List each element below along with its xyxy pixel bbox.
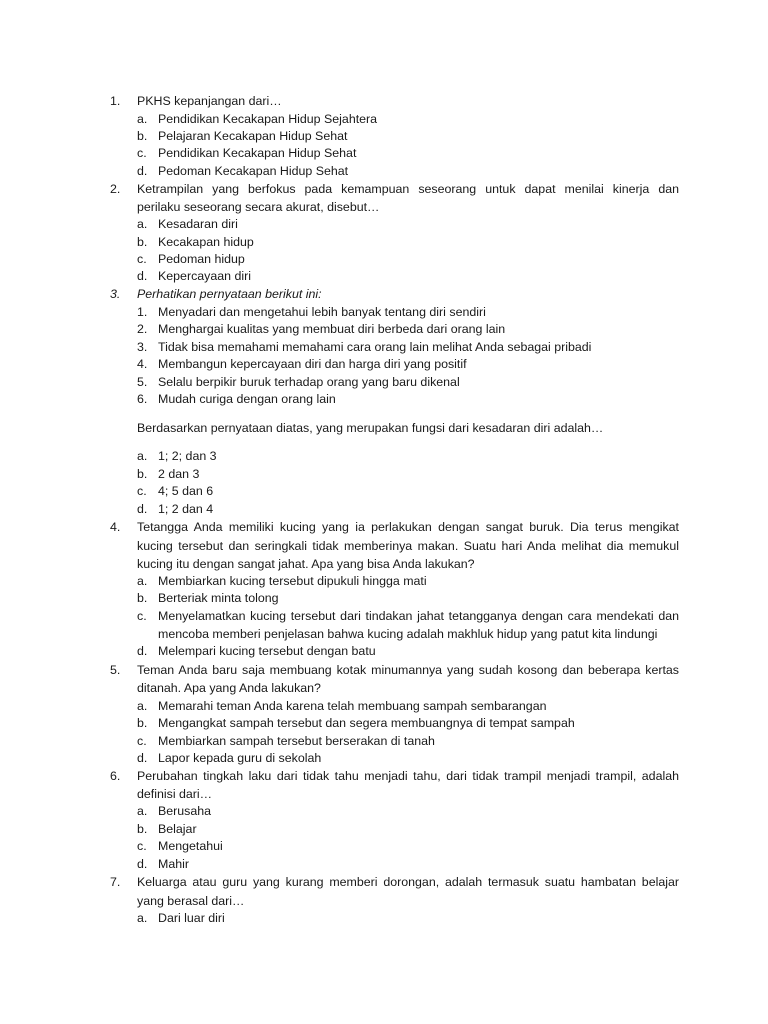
option-text: Mahir: [158, 857, 189, 871]
statement-item: [0, 338, 768, 356]
option-item: [0, 250, 768, 268]
question-text-line: Perubahan tingkah laku dari tidak tahu menjadi tahu, dari tidak trampil menjadi trampil, adalah: [137, 769, 679, 783]
statement-number: 5.: [137, 375, 148, 389]
option-letter: a.: [137, 217, 148, 231]
option-letter: b.: [137, 467, 148, 481]
option-text: Kecakapan hidup: [158, 235, 254, 249]
question-text-row: [0, 537, 768, 555]
statement-item: [0, 320, 768, 338]
option-text: Memarahi teman Anda karena telah membuang sampah sembarangan: [158, 699, 547, 713]
option-letter: a.: [137, 804, 148, 818]
option-item: [0, 837, 768, 855]
option-text: Lapor kepada guru di sekolah: [158, 751, 322, 765]
option-text: Mengangkat sampah tersebut dan segera membuangnya di tempat sampah: [158, 716, 575, 730]
option-letter: d.: [137, 269, 148, 283]
option-item: [0, 732, 768, 750]
question-text-line: Teman Anda baru saja membuang kotak minumannya yang sudah kosong dan beberapa kertas: [137, 663, 679, 677]
question-text-row: [0, 892, 768, 910]
statement-text: Selalu berpikir buruk terhadap orang yang baru dikenal: [158, 375, 460, 389]
question-text-row: [0, 679, 768, 697]
option-letter: b.: [137, 591, 148, 605]
option-text: 1; 2; dan 3: [158, 449, 217, 463]
question-text-line: kucing itu dengan sangat jahat. Apa yang bisa Anda lakukan?: [137, 557, 475, 571]
option-item: [0, 127, 768, 145]
option-letter: d.: [137, 164, 148, 178]
option-text: 2 dan 3: [158, 467, 200, 481]
question-number: 6.: [110, 769, 121, 783]
statement-text: Mudah curiga dengan orang lain: [158, 392, 336, 406]
statement-item: [0, 373, 768, 391]
option-text: Pelajaran Kecakapan Hidup Sehat: [158, 129, 348, 143]
option-item: [0, 482, 768, 500]
option-letter: c.: [137, 484, 147, 498]
question-4: [0, 518, 768, 536]
question-number: 3.: [110, 287, 121, 301]
option-item: [0, 144, 768, 162]
option-text: 4; 5 dan 6: [158, 484, 214, 498]
option-letter: a.: [137, 574, 148, 588]
option-item: [0, 697, 768, 715]
question-text-line: perilaku seseorang secara akurat, disebut…: [137, 200, 380, 214]
question-text-row: [0, 198, 768, 216]
option-text: Belajar: [158, 822, 197, 836]
option-letter: d.: [137, 502, 148, 516]
option-item: [0, 802, 768, 820]
option-item: [0, 465, 768, 483]
option-letter: a.: [137, 112, 148, 126]
statement-item: [0, 355, 768, 373]
statement-number: 4.: [137, 357, 148, 371]
question-6: [0, 767, 768, 785]
option-text: Membiarkan sampah tersebut berserakan di tanah: [158, 734, 435, 748]
option-text: Melempari kucing tersebut dengan batu: [158, 644, 376, 658]
option-letter: a.: [137, 911, 148, 925]
option-item: [0, 642, 768, 660]
option-item: [0, 855, 768, 873]
statement-number: 3.: [137, 340, 148, 354]
option-text: 1; 2 dan 4: [158, 502, 214, 516]
option-letter: d.: [137, 857, 148, 871]
question-text-line: yang berasal dari…: [137, 894, 245, 908]
question-number: 2.: [110, 182, 121, 196]
option-text: Pendidikan Kecakapan Hidup Sejahtera: [158, 112, 378, 126]
question-number: 4.: [110, 520, 121, 534]
question-5: [0, 661, 768, 679]
question-text-line: definisi dari…: [137, 787, 213, 801]
statement-text: Tidak bisa memahami memahami cara orang lain melihat Anda sebagai pribadi: [158, 340, 592, 354]
option-item: [0, 215, 768, 233]
option-item: [0, 162, 768, 180]
option-letter: a.: [137, 449, 148, 463]
option-item: [0, 572, 768, 590]
option-letter: a.: [137, 699, 148, 713]
option-text: Berteriak minta tolong: [158, 591, 279, 605]
question-text-line: Keluarga atau guru yang kurang memberi dorongan, adalah termasuk suatu hambatan belajar: [137, 875, 679, 889]
option-item: [0, 589, 768, 607]
option-letter: c.: [137, 734, 147, 748]
option-text: Membiarkan kucing tersebut dipukuli hingga mati: [158, 574, 427, 588]
statement-text: Menghargai kualitas yang membuat diri berbeda dari orang lain: [158, 322, 506, 336]
option-letter: b.: [137, 235, 148, 249]
question-prompt-row: [0, 419, 768, 437]
option-text: Mengetahui: [158, 839, 223, 853]
option-letter: b.: [137, 716, 148, 730]
question-text-line: Ketrampilan yang berfokus pada kemampuan seseorang untuk dapat menilai kinerja dan: [137, 182, 679, 196]
statement-item: [0, 303, 768, 321]
question-text-row: [0, 785, 768, 803]
option-item: [0, 110, 768, 128]
question-number: 1.: [110, 94, 121, 108]
question-prompt: Berdasarkan pernyataan diatas, yang merupakan fungsi dari kesadaran diri adalah…: [137, 421, 604, 435]
question-text-row: [0, 555, 768, 573]
question-text-line: Tetangga Anda memiliki kucing yang ia perlakukan dengan sangat buruk. Dia terus mengikat: [137, 520, 679, 534]
option-text: Kepercayaan diri: [158, 269, 251, 283]
option-item: [0, 909, 768, 927]
statement-text: Membangun kepercayaan diri dan harga diri yang positif: [158, 357, 467, 371]
option-letter: c.: [137, 609, 147, 623]
option-item: [0, 267, 768, 285]
option-text: Pedoman Kecakapan Hidup Sehat: [158, 164, 349, 178]
question-7: [0, 873, 768, 891]
option-letter: b.: [137, 822, 148, 836]
option-item: [0, 749, 768, 767]
option-text: Pendidikan Kecakapan Hidup Sehat: [158, 146, 357, 160]
option-item: [0, 447, 768, 465]
question-text-line: kucing tersebut dan seringkali tidak memberinya makan. Suatu hari Anda melihat dia memukul: [137, 539, 679, 553]
question-2: [0, 180, 768, 198]
statement-item: [0, 390, 768, 408]
option-item: [0, 233, 768, 251]
question-1: [0, 92, 768, 110]
option-text-line: Menyelamatkan kucing tersebut dari tindakan jahat tetangganya dengan cara mendekati dan: [158, 609, 679, 623]
option-letter: c.: [137, 146, 147, 160]
option-letter: d.: [137, 751, 148, 765]
option-text: Pedoman hidup: [158, 252, 245, 266]
question-number: 7.: [110, 875, 121, 889]
option-item: [0, 714, 768, 732]
option-text: Berusaha: [158, 804, 212, 818]
option-text-line: mencoba memberi penjelasan bahwa kucing adalah makhluk hidup yang patut kita lindungi: [158, 627, 658, 641]
question-number: 5.: [110, 663, 121, 677]
option-letter: d.: [137, 644, 148, 658]
question-text: PKHS kepanjangan dari…: [137, 94, 282, 108]
option-text: Dari luar diri: [158, 911, 225, 925]
option-item: [0, 820, 768, 838]
question-text-line: ditanah. Apa yang Anda lakukan?: [137, 681, 321, 695]
option-letter: c.: [137, 252, 147, 266]
option-item: [0, 607, 768, 625]
option-text: Kesadaran diri: [158, 217, 238, 231]
question-text: Perhatikan pernyataan berikut ini:: [137, 287, 322, 301]
statement-number: 6.: [137, 392, 148, 406]
statement-text: Menyadari dan mengetahui lebih banyak tentang diri sendiri: [158, 305, 486, 319]
option-letter: b.: [137, 129, 148, 143]
statement-number: 2.: [137, 322, 148, 336]
option-letter: c.: [137, 839, 147, 853]
statement-number: 1.: [137, 305, 148, 319]
option-text-row: [0, 625, 768, 643]
question-3: [0, 285, 768, 303]
option-item: [0, 500, 768, 518]
